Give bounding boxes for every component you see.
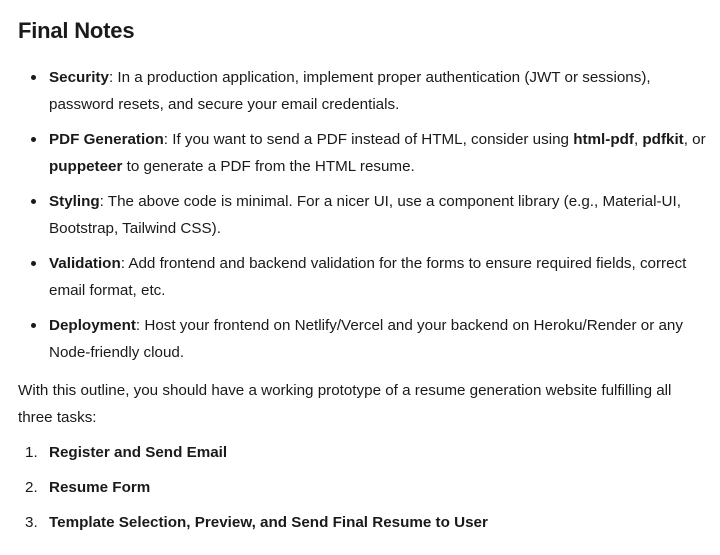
note-text: : Add frontend and backend validation for the forms to ensure required fields, correct email format, etc. (49, 255, 687, 299)
note-text: to generate a PDF from the HTML resume. (122, 158, 415, 175)
note-text: : In a production application, implement proper authentication (JWT or sessions), password resets, and secure your email credentials. (49, 69, 651, 113)
task-text: Resume Form (49, 479, 151, 496)
task-number: 2. (25, 479, 38, 496)
note-styling (18, 188, 706, 242)
section-title: Final Notes (18, 18, 135, 43)
code-term-html-pdf: html-pdf (573, 131, 634, 148)
note-validation (18, 250, 706, 304)
task-text: Template Selection, Preview, and Send Final Resume to User (49, 514, 488, 531)
task-text: Register and Send Email (49, 444, 228, 461)
bullet-dot-icon (31, 75, 36, 80)
notes-list (18, 64, 706, 366)
note-text: : Host your frontend on Netlify/Vercel and your backend on Heroku/Render or any Node-friendly cloud. (49, 317, 683, 361)
bullet-dot-icon (31, 323, 36, 328)
note-label: PDF Generation (49, 131, 164, 148)
bullet-dot-icon (31, 261, 36, 266)
task-number: 1. (25, 444, 38, 461)
task-item (18, 509, 706, 536)
note-label: Security (49, 69, 109, 86)
note-deployment (18, 312, 706, 366)
note-text: : The above code is minimal. For a nicer UI, use a component library (e.g., Material-UI, Bootstrap, Tailwind CSS). (49, 193, 681, 237)
summary-paragraph: With this outline, you should have a working prototype of a resume generation website fulfilling all three tasks: (18, 382, 672, 426)
note-label: Validation (49, 255, 121, 272)
code-term-puppeteer: puppeteer (49, 158, 123, 175)
note-separator: , (633, 131, 643, 148)
note-pdf-generation (18, 126, 706, 180)
tasks-list (18, 439, 706, 536)
note-label: Styling (49, 193, 100, 210)
note-label: Deployment (49, 317, 136, 334)
bullet-dot-icon (31, 137, 36, 142)
note-security (18, 64, 706, 118)
code-term-pdfkit: pdfkit (642, 131, 684, 148)
bullet-dot-icon (31, 199, 36, 204)
note-separator: , or (683, 131, 706, 148)
task-number: 3. (25, 514, 38, 531)
note-text: : If you want to send a PDF instead of HTML, consider using (163, 131, 574, 148)
task-item (18, 474, 706, 501)
task-item (18, 439, 706, 466)
